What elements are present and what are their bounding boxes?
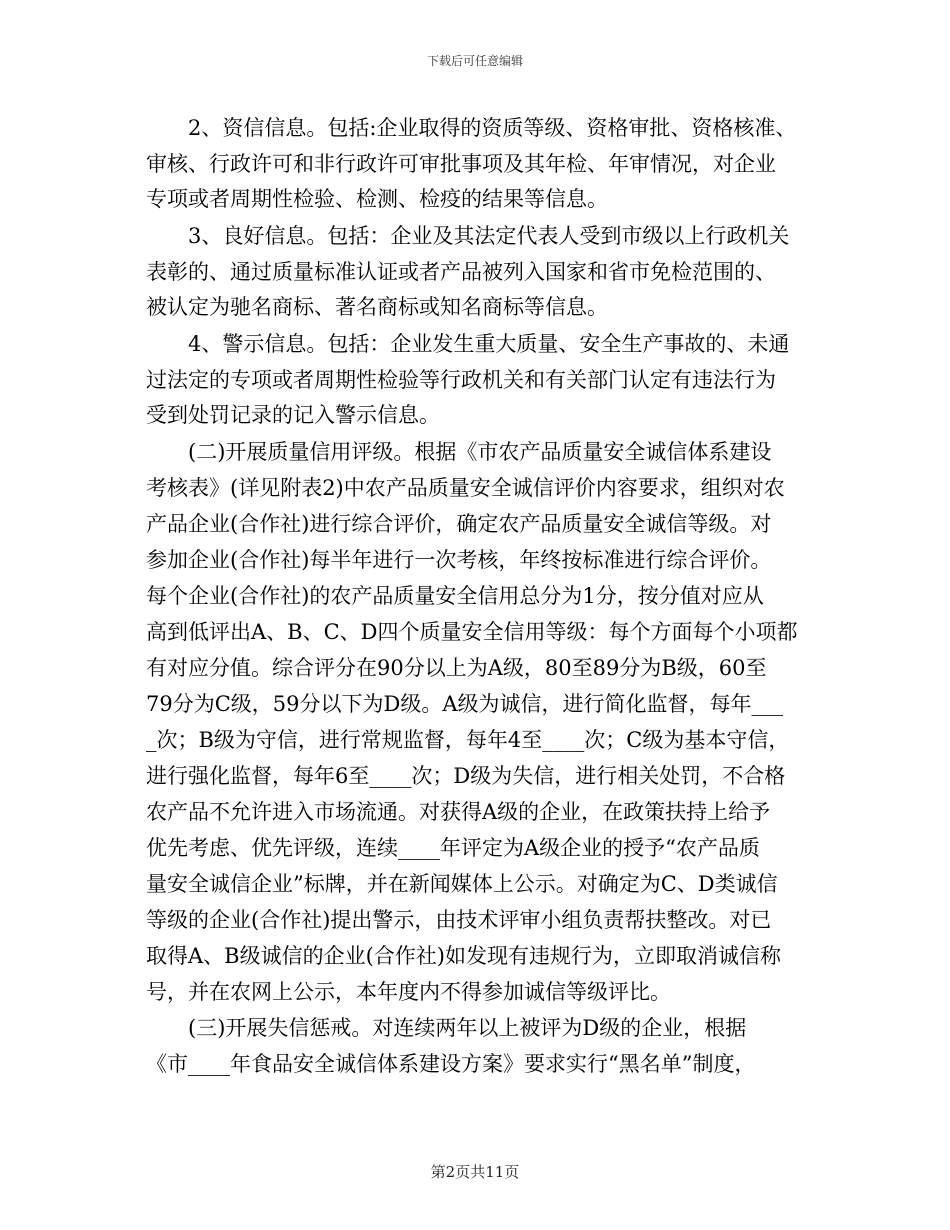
body-line: 每个企业(合作社)的农产品质量安全信用总分为1分，按分值对应从 <box>146 584 764 608</box>
body-line: 参加企业(合作社)每半年进行一次考核，年终按标准进行综合评价。 <box>146 548 772 572</box>
body-line: (三)开展失信惩戒。对连续两年以上被评为D级的企业，根据 <box>188 1016 747 1040</box>
body-line: 3、良好信息。包括：企业及其法定代表人受到市级以上行政机关 <box>188 224 790 248</box>
body-line: 农产品不允许进入市场流通。对获得A级的企业，在政策扶持上给予 <box>146 800 771 824</box>
body-line: 量安全诚信企业”标牌，并在新闻媒体上公示。对确定为C、D类诚信 <box>146 872 778 896</box>
body-line: 号，并在农网上公示，本年度内不得参加诚信等级评比。 <box>146 980 671 1004</box>
body-line: 4、警示信息。包括：企业发生重大质量、安全生产事故的、未通 <box>188 332 790 356</box>
body-line: 专项或者周期性检验、检测、检疫的结果等信息。 <box>146 187 608 211</box>
body-line: 审核、行政许可和非行政许可审批事项及其年检、年审情况，对企业 <box>146 152 776 176</box>
body-line: 2、资信信息。包括:企业取得的资质等级、资格审批、资格核准、 <box>188 116 797 140</box>
body-line: 考核表》(详见附表2)中农产品质量安全诚信评价内容要求，组织对农 <box>146 476 785 500</box>
body-line: 取得A、B级诚信的企业(合作社)如发现有违规行为，立即取消诚信称 <box>146 944 781 968</box>
body-line: 79分为C级，59分以下为D级。A级为诚信，进行简化监督，每年___ <box>146 692 784 716</box>
page-header: 下载后可任意编辑 <box>426 54 523 68</box>
body-line: (二)开展质量信用评级。根据《市农产品质量安全诚信体系建设 <box>188 440 772 464</box>
body-line: 产品企业(合作社)进行综合评价，确定农产品质量安全诚信等级。对 <box>146 512 772 536</box>
body-line: _次；B级为守信，进行常规监督，每年4至____次；C级为基本守信， <box>146 728 790 752</box>
body-line: 进行强化监督，每年6至____次；D级为失信，进行相关处罚，不合格 <box>146 764 786 788</box>
body-line: 《市____年食品安全诚信体系建设方案》要求实行“黑名单”制度， <box>146 1052 756 1076</box>
body-line: 有对应分值。综合评分在90分以上为A级，80至89分为B级，60至 <box>146 656 767 680</box>
body-line: 优先考虑、优先评级，连续____年评定为A级企业的授予“农产品质 <box>146 836 760 860</box>
body-line: 受到处罚记录的记入警示信息。 <box>146 403 440 427</box>
body-line: 过法定的专项或者周期性检验等行政机关和有关部门认定有违法行为 <box>146 368 776 392</box>
body-line: 等级的企业(合作社)提出警示，由技术评审小组负责帮扶整改。对已 <box>146 908 772 932</box>
body-line: 高到低评出A、B、C、D四个质量安全信用等级：每个方面每个小项都 <box>146 620 798 644</box>
body-line: 被认定为驰名商标、著名商标或知名商标等信息。 <box>146 295 608 319</box>
body-line: 表彰的、通过质量标准认证或者产品被列入国家和省市免检范围的、 <box>146 260 776 284</box>
page-footer: 第2页共11页 <box>430 1163 520 1181</box>
